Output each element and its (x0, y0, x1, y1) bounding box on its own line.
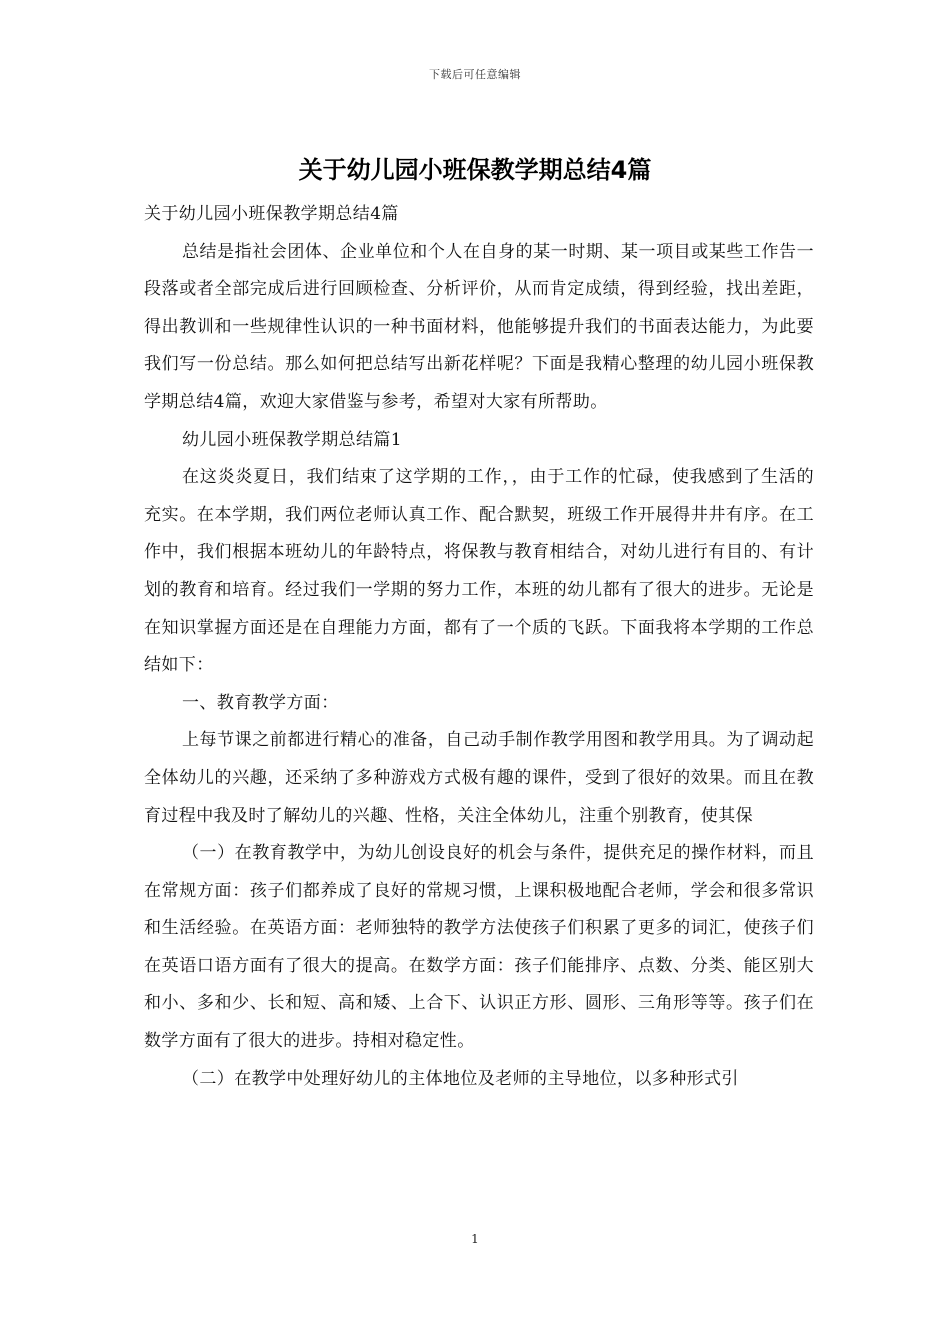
page-number: 1 (471, 1232, 479, 1246)
section-subheading: 一、教育教学方面： (182, 692, 339, 713)
body-paragraph: 上每节课之前都进行精心的准备，自己动手制作教学用图和教学用具。为了调动起全体幼儿的兴趣，还采纳了多种游戏方式极有趣的课件，受到了很好的效果。而且在教育过程中我及时了解幼儿的兴趣、性格，关注全体幼儿，注重个别教育，使其保 (144, 730, 814, 826)
header-note: 下载后可任意编辑 (429, 68, 521, 81)
intro-paragraph: 总结是指社会团体、企业单位和个人在自身的某一时期、某一项目或某些工作告一段落或者全部完成后进行回顾检查、分析评价，从而肯定成绩，得到经验，找出差距，得出教训和一些规律性认识的一种书面材料，他能够提升我们的书面表达能力，为此要我们写一份总结。那么如何把总结写出新花样呢？下面是我精心整理的幼儿园小班保教学期总结4篇，欢迎大家借鉴与参考，希望对大家有所帮助。 (144, 241, 814, 412)
document-title: 关于幼儿园小班保教学期总结4篇 (298, 156, 652, 184)
section-heading: 幼儿园小班保教学期总结篇1 (182, 429, 403, 450)
body-paragraph: （二）在教学中处理好幼儿的主体地位及老师的主导地位，以多种形式引 (182, 1068, 739, 1089)
body-paragraph: 在这炎炎夏日，我们结束了这学期的工作，，由于工作的忙碌，使我感到了生活的充实。在本学期，我们两位老师认真工作、配合默契，班级工作开展得井井有序。在工作中，我们根据本班幼儿的年龄特点，将保教与教育相结合，对幼儿进行有目的、有计划的教育和培育。经过我们一学期的努力工作，本班的幼儿都有了很大的进步。无论是在知识掌握方面还是在自理能力方面，都有了一个质的飞跃。下面我将本学期的工作总结如下： (144, 467, 814, 676)
body-paragraph: （一）在教育教学中，为幼儿创设良好的机会与条件，提供充足的操作材料，而且在常规方面：孩子们都养成了良好的常规习惯，上课积极地配合老师，学会和很多常识和生活经验。在英语方面：老师独特的教学方法使孩子们积累了更多的词汇，使孩子们在英语口语方面有了很大的提高。在数学方面：孩子们能排序、点数、分类、能区别大和小、多和少、长和短、高和矮、上合下、认识正方形、圆形、三角形等等。孩子们在数学方面有了很大的进步。持相对稳定性。 (144, 843, 814, 1052)
subtitle-paragraph: 关于幼儿园小班保教学期总结4篇 (144, 204, 399, 224)
document-body (144, 196, 814, 1098)
